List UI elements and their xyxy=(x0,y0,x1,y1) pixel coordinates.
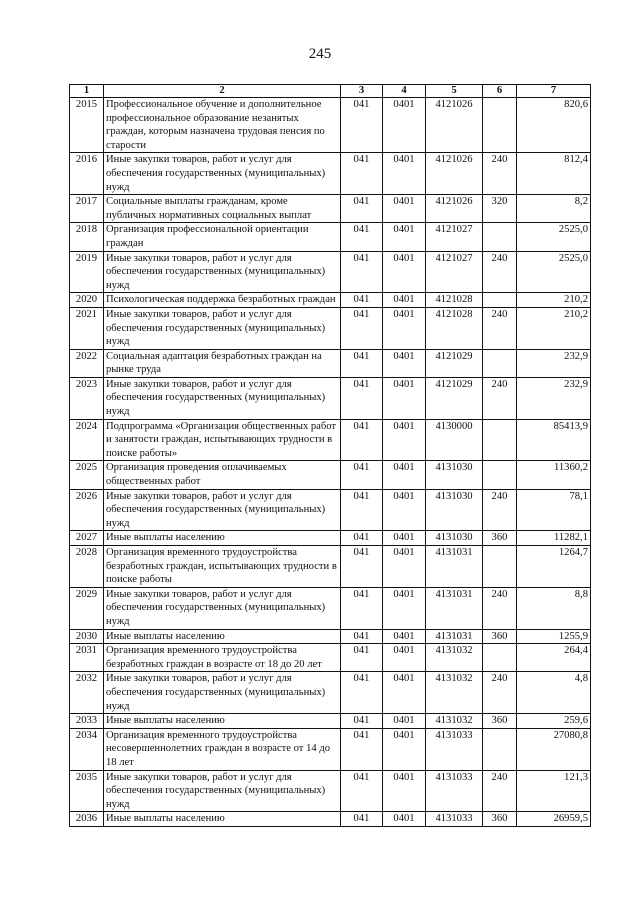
row-number-cell: 2015 xyxy=(70,98,104,153)
row-number-cell: 2023 xyxy=(70,377,104,419)
section-code-cell: 0401 xyxy=(383,251,426,293)
section-code-cell: 0401 xyxy=(383,419,426,461)
row-number-cell: 2029 xyxy=(70,587,104,629)
target-article-cell: 4121026 xyxy=(426,195,483,223)
row-number-cell: 2033 xyxy=(70,714,104,729)
ministry-code-cell: 041 xyxy=(341,349,383,377)
amount-cell: 259,6 xyxy=(517,714,591,729)
amount-cell: 11360,2 xyxy=(517,461,591,489)
ministry-code-cell: 041 xyxy=(341,644,383,672)
table-row xyxy=(70,307,591,349)
expense-type-cell xyxy=(483,461,517,489)
expense-type-cell: 320 xyxy=(483,195,517,223)
ministry-code-cell: 041 xyxy=(341,293,383,308)
description-cell: Иные закупки товаров, работ и услуг для обеспечения государственных (муниципальных) нужд xyxy=(104,489,341,531)
section-code-cell: 0401 xyxy=(383,812,426,827)
section-code-cell: 0401 xyxy=(383,587,426,629)
amount-cell: 11282,1 xyxy=(517,531,591,546)
ministry-code-cell: 041 xyxy=(341,728,383,770)
amount-cell: 4,8 xyxy=(517,672,591,714)
section-code-cell: 0401 xyxy=(383,98,426,153)
row-number-cell: 2032 xyxy=(70,672,104,714)
description-cell: Иные закупки товаров, работ и услуг для обеспечения государственных (муниципальных) нужд xyxy=(104,377,341,419)
expense-type-cell: 360 xyxy=(483,531,517,546)
column-header: 2 xyxy=(104,85,341,98)
row-number-cell: 2017 xyxy=(70,195,104,223)
section-code-cell: 0401 xyxy=(383,293,426,308)
ministry-code-cell: 041 xyxy=(341,546,383,588)
row-number-cell: 2016 xyxy=(70,153,104,195)
ministry-code-cell: 041 xyxy=(341,489,383,531)
description-cell: Иные выплаты населению xyxy=(104,629,341,644)
amount-cell: 27080,8 xyxy=(517,728,591,770)
ministry-code-cell: 041 xyxy=(341,531,383,546)
section-code-cell: 0401 xyxy=(383,728,426,770)
expense-type-cell xyxy=(483,728,517,770)
section-code-cell: 0401 xyxy=(383,153,426,195)
description-cell: Организация временного трудоустройства безработных граждан, испытывающих трудности в поиске работы xyxy=(104,546,341,588)
description-cell: Организация временного трудоустройства несовершеннолетних граждан в возрасте от 14 до 18 лет xyxy=(104,728,341,770)
table-row xyxy=(70,587,591,629)
table-row xyxy=(70,419,591,461)
ministry-code-cell: 041 xyxy=(341,461,383,489)
section-code-cell: 0401 xyxy=(383,223,426,251)
row-number-cell: 2019 xyxy=(70,251,104,293)
expense-type-cell xyxy=(483,644,517,672)
description-cell: Организация проведения оплачиваемых общественных работ xyxy=(104,461,341,489)
description-cell: Иные выплаты населению xyxy=(104,531,341,546)
section-code-cell: 0401 xyxy=(383,349,426,377)
section-code-cell: 0401 xyxy=(383,307,426,349)
row-number-cell: 2027 xyxy=(70,531,104,546)
section-code-cell: 0401 xyxy=(383,714,426,729)
row-number-cell: 2025 xyxy=(70,461,104,489)
row-number-cell: 2021 xyxy=(70,307,104,349)
ministry-code-cell: 041 xyxy=(341,98,383,153)
expense-type-cell: 240 xyxy=(483,672,517,714)
expense-type-cell: 240 xyxy=(483,489,517,531)
table-row xyxy=(70,349,591,377)
expense-type-cell xyxy=(483,349,517,377)
ministry-code-cell: 041 xyxy=(341,770,383,812)
amount-cell: 8,2 xyxy=(517,195,591,223)
row-number-cell: 2031 xyxy=(70,644,104,672)
table-row xyxy=(70,672,591,714)
description-cell: Социальная адаптация безработных граждан на рынке труда xyxy=(104,349,341,377)
target-article-cell: 4131030 xyxy=(426,531,483,546)
description-cell: Иные закупки товаров, работ и услуг для обеспечения государственных (муниципальных) нужд xyxy=(104,770,341,812)
table-header-row xyxy=(70,85,591,98)
table-row xyxy=(70,770,591,812)
amount-cell: 1255,9 xyxy=(517,629,591,644)
amount-cell: 8,8 xyxy=(517,587,591,629)
target-article-cell: 4131033 xyxy=(426,728,483,770)
ministry-code-cell: 041 xyxy=(341,419,383,461)
amount-cell: 2525,0 xyxy=(517,251,591,293)
description-cell: Иные закупки товаров, работ и услуг для обеспечения государственных (муниципальных) нужд xyxy=(104,251,341,293)
expense-type-cell: 360 xyxy=(483,714,517,729)
target-article-cell: 4131032 xyxy=(426,644,483,672)
row-number-cell: 2028 xyxy=(70,546,104,588)
amount-cell: 78,1 xyxy=(517,489,591,531)
table-row xyxy=(70,531,591,546)
column-header: 5 xyxy=(426,85,483,98)
ministry-code-cell: 041 xyxy=(341,587,383,629)
table-row xyxy=(70,223,591,251)
target-article-cell: 4121026 xyxy=(426,153,483,195)
amount-cell: 26959,5 xyxy=(517,812,591,827)
amount-cell: 210,2 xyxy=(517,307,591,349)
description-cell: Организация профессиональной ориентации граждан xyxy=(104,223,341,251)
expense-type-cell: 360 xyxy=(483,629,517,644)
table-row xyxy=(70,644,591,672)
amount-cell: 85413,9 xyxy=(517,419,591,461)
table-row xyxy=(70,461,591,489)
amount-cell: 210,2 xyxy=(517,293,591,308)
description-cell: Иные закупки товаров, работ и услуг для обеспечения государственных (муниципальных) нужд xyxy=(104,672,341,714)
section-code-cell: 0401 xyxy=(383,195,426,223)
table-row xyxy=(70,377,591,419)
expense-type-cell: 240 xyxy=(483,377,517,419)
description-cell: Иные закупки товаров, работ и услуг для обеспечения государственных (муниципальных) нужд xyxy=(104,153,341,195)
expense-type-cell: 360 xyxy=(483,812,517,827)
description-cell: Социальные выплаты гражданам, кроме публичных нормативных социальных выплат xyxy=(104,195,341,223)
target-article-cell: 4121027 xyxy=(426,223,483,251)
target-article-cell: 4121027 xyxy=(426,251,483,293)
section-code-cell: 0401 xyxy=(383,546,426,588)
description-cell: Психологическая поддержка безработных граждан xyxy=(104,293,341,308)
ministry-code-cell: 041 xyxy=(341,377,383,419)
page-number: 245 xyxy=(308,46,332,62)
target-article-cell: 4121029 xyxy=(426,349,483,377)
table-row xyxy=(70,728,591,770)
description-cell: Иные закупки товаров, работ и услуг для обеспечения государственных (муниципальных) нужд xyxy=(104,307,341,349)
table-row xyxy=(70,98,591,153)
table-row xyxy=(70,489,591,531)
table-row xyxy=(70,153,591,195)
expense-type-cell: 240 xyxy=(483,153,517,195)
expense-type-cell: 240 xyxy=(483,307,517,349)
expense-type-cell xyxy=(483,223,517,251)
expense-type-cell xyxy=(483,98,517,153)
ministry-code-cell: 041 xyxy=(341,223,383,251)
expense-type-cell: 240 xyxy=(483,770,517,812)
table-row xyxy=(70,714,591,729)
description-cell: Иные выплаты населению xyxy=(104,812,341,827)
amount-cell: 232,9 xyxy=(517,349,591,377)
target-article-cell: 4131032 xyxy=(426,672,483,714)
ministry-code-cell: 041 xyxy=(341,629,383,644)
section-code-cell: 0401 xyxy=(383,531,426,546)
description-cell: Иные выплаты населению xyxy=(104,714,341,729)
row-number-cell: 2022 xyxy=(70,349,104,377)
ministry-code-cell: 041 xyxy=(341,307,383,349)
section-code-cell: 0401 xyxy=(383,461,426,489)
row-number-cell: 2034 xyxy=(70,728,104,770)
column-header: 4 xyxy=(383,85,426,98)
target-article-cell: 4131030 xyxy=(426,461,483,489)
table-row xyxy=(70,812,591,827)
ministry-code-cell: 041 xyxy=(341,672,383,714)
target-article-cell: 4121028 xyxy=(426,307,483,349)
amount-cell: 232,9 xyxy=(517,377,591,419)
row-number-cell: 2026 xyxy=(70,489,104,531)
section-code-cell: 0401 xyxy=(383,489,426,531)
row-number-cell: 2020 xyxy=(70,293,104,308)
target-article-cell: 4131031 xyxy=(426,546,483,588)
expense-type-cell xyxy=(483,546,517,588)
expense-type-cell: 240 xyxy=(483,587,517,629)
row-number-cell: 2024 xyxy=(70,419,104,461)
target-article-cell: 4131031 xyxy=(426,629,483,644)
target-article-cell: 4121028 xyxy=(426,293,483,308)
target-article-cell: 4131033 xyxy=(426,770,483,812)
description-cell: Подпрограмма «Организация общественных работ и занятости граждан, испытывающих трудности в поиске работы» xyxy=(104,419,341,461)
ministry-code-cell: 041 xyxy=(341,812,383,827)
table-row xyxy=(70,629,591,644)
table-body xyxy=(70,98,591,827)
budget-table xyxy=(69,84,591,827)
target-article-cell: 4131030 xyxy=(426,489,483,531)
ministry-code-cell: 041 xyxy=(341,153,383,195)
amount-cell: 812,4 xyxy=(517,153,591,195)
section-code-cell: 0401 xyxy=(383,644,426,672)
target-article-cell: 4121026 xyxy=(426,98,483,153)
expense-type-cell: 240 xyxy=(483,251,517,293)
row-number-cell: 2036 xyxy=(70,812,104,827)
table-row xyxy=(70,251,591,293)
section-code-cell: 0401 xyxy=(383,629,426,644)
section-code-cell: 0401 xyxy=(383,377,426,419)
row-number-cell: 2035 xyxy=(70,770,104,812)
column-header: 3 xyxy=(341,85,383,98)
table-row xyxy=(70,293,591,308)
target-article-cell: 4131031 xyxy=(426,587,483,629)
table-row xyxy=(70,546,591,588)
description-cell: Иные закупки товаров, работ и услуг для обеспечения государственных (муниципальных) нужд xyxy=(104,587,341,629)
amount-cell: 820,6 xyxy=(517,98,591,153)
description-cell: Организация временного трудоустройства безработных граждан в возрасте от 18 до 20 лет xyxy=(104,644,341,672)
expense-type-cell xyxy=(483,419,517,461)
amount-cell: 264,4 xyxy=(517,644,591,672)
section-code-cell: 0401 xyxy=(383,672,426,714)
expense-type-cell xyxy=(483,293,517,308)
column-header: 6 xyxy=(483,85,517,98)
ministry-code-cell: 041 xyxy=(341,714,383,729)
table-row xyxy=(70,195,591,223)
column-header: 1 xyxy=(70,85,104,98)
amount-cell: 2525,0 xyxy=(517,223,591,251)
row-number-cell: 2018 xyxy=(70,223,104,251)
row-number-cell: 2030 xyxy=(70,629,104,644)
target-article-cell: 4131033 xyxy=(426,812,483,827)
amount-cell: 1264,7 xyxy=(517,546,591,588)
section-code-cell: 0401 xyxy=(383,770,426,812)
target-article-cell: 4121029 xyxy=(426,377,483,419)
column-header: 7 xyxy=(517,85,591,98)
target-article-cell: 4131032 xyxy=(426,714,483,729)
amount-cell: 121,3 xyxy=(517,770,591,812)
ministry-code-cell: 041 xyxy=(341,251,383,293)
description-cell: Профессиональное обучение и дополнительное профессиональное образование незанятых граждан, которым назначена трудовая пенсия по старости xyxy=(104,98,341,153)
target-article-cell: 4130000 xyxy=(426,419,483,461)
ministry-code-cell: 041 xyxy=(341,195,383,223)
